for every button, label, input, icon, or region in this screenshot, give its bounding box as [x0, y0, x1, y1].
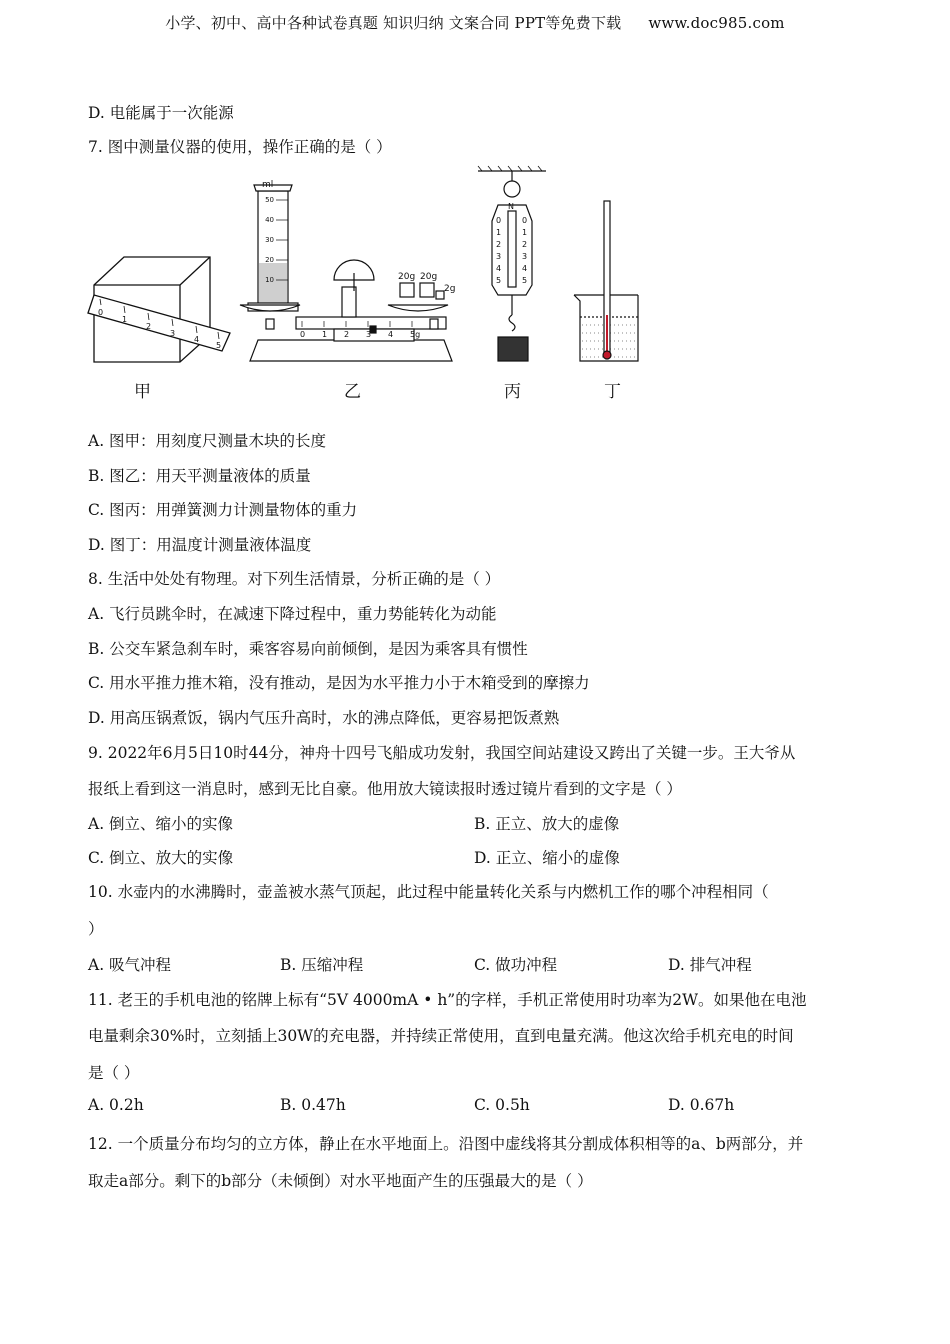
q7-stem: 7. 图中测量仪器的使用，操作正确的是（ ）: [88, 138, 392, 156]
cylinder-unit: ml: [262, 180, 274, 190]
spring-scale-tick: 4: [522, 264, 528, 273]
q10-option-c: C. 做功冲程: [474, 956, 558, 974]
header-url[interactable]: www.doc985.com: [648, 14, 785, 32]
q10-stem-line1: 10. 水壶内的水沸腾时，壶盖被水蒸气顶起，此过程中能量转化关系与内燃机工作的哪个冲程相同（: [88, 883, 769, 901]
spring-scale-tick: 0: [496, 216, 502, 225]
q7-figure: [80, 165, 660, 375]
beam-tick: 0: [300, 330, 306, 339]
q9-stem-line1: 9. 2022年6月5日10时44分，神舟十四号飞船成功发射，我国空间站建设又跨出了关键一步。王大爷从: [88, 744, 796, 762]
spring-scale-tick: 3: [496, 252, 502, 261]
spring-scale-tick: 3: [522, 252, 528, 261]
beam-tick: 3: [366, 330, 372, 339]
ruler-tick: 3: [170, 329, 176, 338]
weight-label: 20g: [398, 272, 416, 282]
q11-option-a: A. 0.2h: [88, 1096, 144, 1114]
beam-tick: 4: [388, 330, 394, 339]
spring-scale-tick: 4: [496, 264, 502, 273]
q12-stem-line1: 12. 一个质量分布均匀的立方体，静止在水平地面上。沿图中虚线将其分割成体积相等的a、b两部分，并: [88, 1135, 804, 1153]
figure-label-ding: 丁: [604, 382, 621, 402]
q9-stem-line2: 报纸上看到这一消息时，感到无比自豪。他用放大镜读报时透过镜片看到的文字是（ ）: [88, 780, 682, 798]
q8-stem: 8. 生活中处处有物理。对下列生活情景，分析正确的是（ ）: [88, 570, 501, 588]
figure-ding-thermometer: [574, 201, 638, 361]
cylinder-tick: 30: [265, 236, 274, 244]
q9-option-c: C. 倒立、放大的实像: [88, 849, 234, 867]
spring-scale-tick: 1: [496, 228, 502, 237]
q10-stem-line2: ）: [88, 920, 104, 938]
q7-option-d: D. 图丁：用温度计测量液体温度: [88, 536, 312, 554]
q7-option-c: C. 图丙：用弹簧测力计测量物体的重力: [88, 501, 358, 519]
beam-tick: 5g: [410, 330, 421, 339]
figure-label-yi: 乙: [344, 382, 361, 402]
page-header: [0, 12, 950, 33]
q7-option-a: A. 图甲：用刻度尺测量木块的长度: [88, 432, 327, 450]
cylinder-tick: 40: [265, 216, 274, 224]
q11-stem-line2: 电量剩余30%时，立刻插上30W的充电器，并持续正常使用，直到电量充满。他这次给手机充电的时间: [88, 1027, 794, 1045]
ruler-tick: 5: [216, 341, 222, 350]
figure-label-bing: 丙: [504, 382, 521, 402]
header-text: 小学、初中、高中各种试卷真题 知识归纳 文案合同 PPT等免费下载: [165, 14, 622, 32]
q8-option-d: D. 用高压锅煮饭，锅内气压升高时，水的沸点降低，更容易把饭煮熟: [88, 709, 560, 727]
weight-label: 2g: [444, 284, 456, 294]
q9-option-a: A. 倒立、缩小的实像: [88, 815, 234, 833]
q9-option-d: D. 正立、缩小的虚像: [474, 849, 620, 867]
q12-stem-line2: 取走a部分。剩下的b部分（未倾倒）对水平地面产生的压强最大的是（ ）: [88, 1172, 593, 1190]
cylinder-tick: 20: [265, 256, 274, 264]
q6-option-d: D. 电能属于一次能源: [88, 104, 234, 122]
q11-option-d: D. 0.67h: [668, 1096, 735, 1114]
ruler-tick: 1: [122, 315, 128, 324]
q8-option-b: B. 公交车紧急刹车时，乘客容易向前倾倒，是因为乘客具有惯性: [88, 640, 528, 658]
spring-scale-tick: 2: [522, 240, 528, 249]
cylinder-tick: 50: [265, 196, 274, 204]
q10-option-b: B. 压缩冲程: [280, 956, 364, 974]
cylinder-tick: 10: [265, 276, 274, 284]
q11-option-b: B. 0.47h: [280, 1096, 346, 1114]
spring-scale-tick: 0: [522, 216, 528, 225]
ruler-tick: 2: [146, 322, 152, 331]
q11-stem-line3: 是（ ）: [88, 1064, 140, 1082]
figure-jia-block-ruler: [88, 257, 230, 362]
q7-option-b: B. 图乙：用天平测量液体的质量: [88, 467, 311, 485]
q11-option-c: C. 0.5h: [474, 1096, 530, 1114]
figure-label-jia: 甲: [134, 382, 151, 402]
q11-stem-line1: 11. 老王的手机电池的铭牌上标有“5V 4000mA • h”的字样，手机正常使用时功率为2W。如果他在电池: [88, 991, 807, 1009]
q10-option-d: D. 排气冲程: [668, 956, 752, 974]
ruler-tick: 0: [98, 308, 104, 317]
q9-option-b: B. 正立、放大的虚像: [474, 815, 620, 833]
q8-option-a: A. 飞行员跳伞时，在减速下降过程中，重力势能转化为动能: [88, 605, 497, 623]
q8-option-c: C. 用水平推力推木箱，没有推动，是因为水平推力小于木箱受到的摩擦力: [88, 674, 590, 692]
spring-scale-tick: 5: [496, 276, 502, 285]
ruler-tick: 4: [194, 335, 200, 344]
weight-label: 20g: [420, 272, 438, 282]
spring-scale-unit: N: [508, 202, 514, 211]
spring-scale-tick: 2: [496, 240, 502, 249]
beam-tick: 1: [322, 330, 328, 339]
figure-bing-spring-scale: [478, 166, 546, 361]
q10-option-a: A. 吸气冲程: [88, 956, 172, 974]
beam-tick: 2: [344, 330, 350, 339]
spring-scale-tick: 5: [522, 276, 528, 285]
spring-scale-tick: 1: [522, 228, 528, 237]
